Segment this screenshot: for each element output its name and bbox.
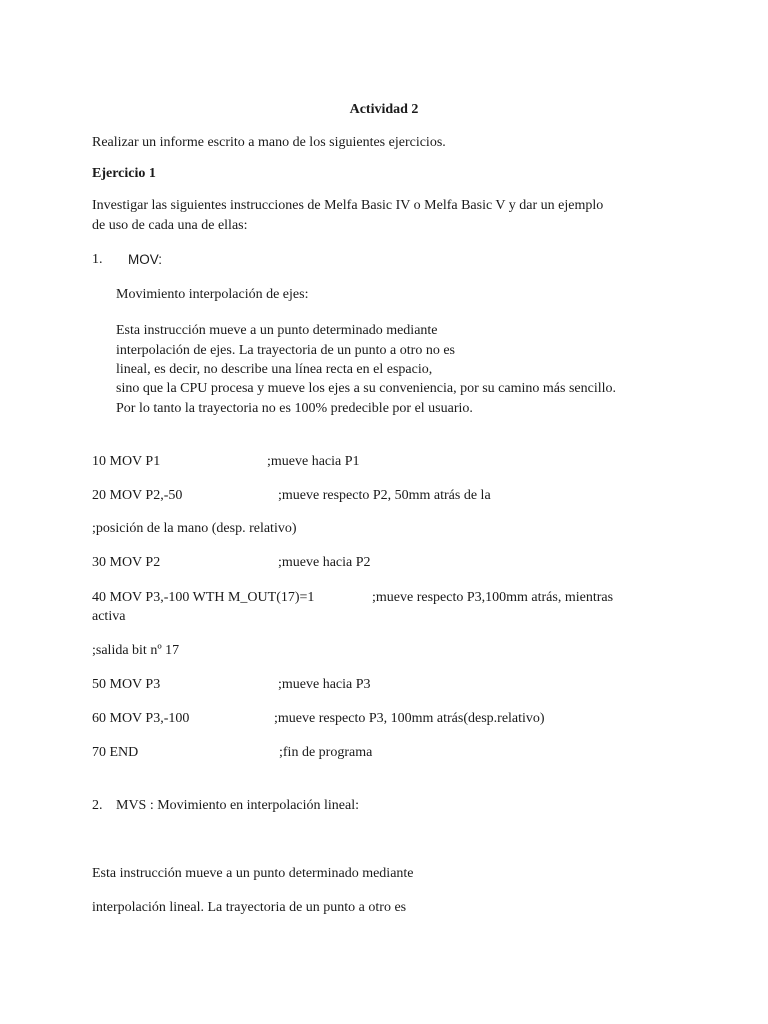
code-line: activa	[92, 609, 126, 624]
item1-desc-line: lineal, es decir, no describe una línea recta en el espacio,	[116, 362, 433, 377]
code-comment: ;mueve hacia P2	[278, 555, 371, 570]
exercise-text-line-1: Investigar las siguientes instrucciones de Melfa Basic IV o Melfa Basic V y dar un ejemplo	[92, 198, 604, 213]
code-line: 40 MOV P3,-100 WTH M_OUT(17)=1	[92, 590, 315, 605]
code-line: 10 MOV P1	[92, 454, 161, 469]
code-line: 50 MOV P3	[92, 677, 161, 692]
item1-desc-line: Esta instrucción mueve a un punto determinado mediante	[116, 323, 438, 338]
code-line: 20 MOV P2,-50	[92, 488, 183, 503]
code-line: 30 MOV P2	[92, 555, 161, 570]
code-comment: ;mueve respecto P2, 50mm atrás de la	[278, 488, 491, 503]
code-line: ;posición de la mano (desp. relativo)	[92, 521, 297, 536]
code-comment: ;mueve respecto P3, 100mm atrás(desp.relativo)	[274, 711, 545, 726]
item1-number: 1.	[92, 252, 103, 267]
code-comment: ;mueve respecto P3,100mm atrás, mientras	[372, 590, 614, 605]
document-title: Actividad 2	[349, 102, 419, 117]
item1-desc-line: sino que la CPU procesa y mueve los ejes a su conveniencia, por su camino más sencillo.	[116, 381, 616, 396]
code-line: ;salida bit nº 17	[92, 643, 180, 658]
item2-desc-line: Esta instrucción mueve a un punto determinado mediante	[92, 866, 414, 881]
code-line: 60 MOV P3,-100	[92, 711, 190, 726]
code-line: 70 END	[92, 745, 139, 760]
exercise-heading: Ejercicio 1	[92, 166, 156, 181]
item1-desc-line: interpolación de ejes. La trayectoria de un punto a otro no es	[116, 343, 455, 358]
item1-subtitle: Movimiento interpolación de ejes:	[116, 287, 309, 302]
code-comment: ;mueve hacia P3	[278, 677, 371, 692]
item2-desc-line: interpolación lineal. La trayectoria de un punto a otro es	[92, 900, 407, 915]
item1-name: MOV:	[128, 252, 163, 267]
code-comment: ;mueve hacia P1	[267, 454, 360, 469]
item2-number: 2.	[92, 798, 103, 813]
code-comment: ;fin de programa	[279, 745, 373, 760]
intro-text: Realizar un informe escrito a mano de los siguientes ejercicios.	[92, 135, 446, 150]
item1-desc-line: Por lo tanto la trayectoria no es 100% predecible por el usuario.	[116, 401, 473, 416]
exercise-text-line-2: de uso de cada una de ellas:	[92, 218, 248, 233]
item2-heading: MVS : Movimiento en interpolación lineal:	[116, 798, 360, 813]
